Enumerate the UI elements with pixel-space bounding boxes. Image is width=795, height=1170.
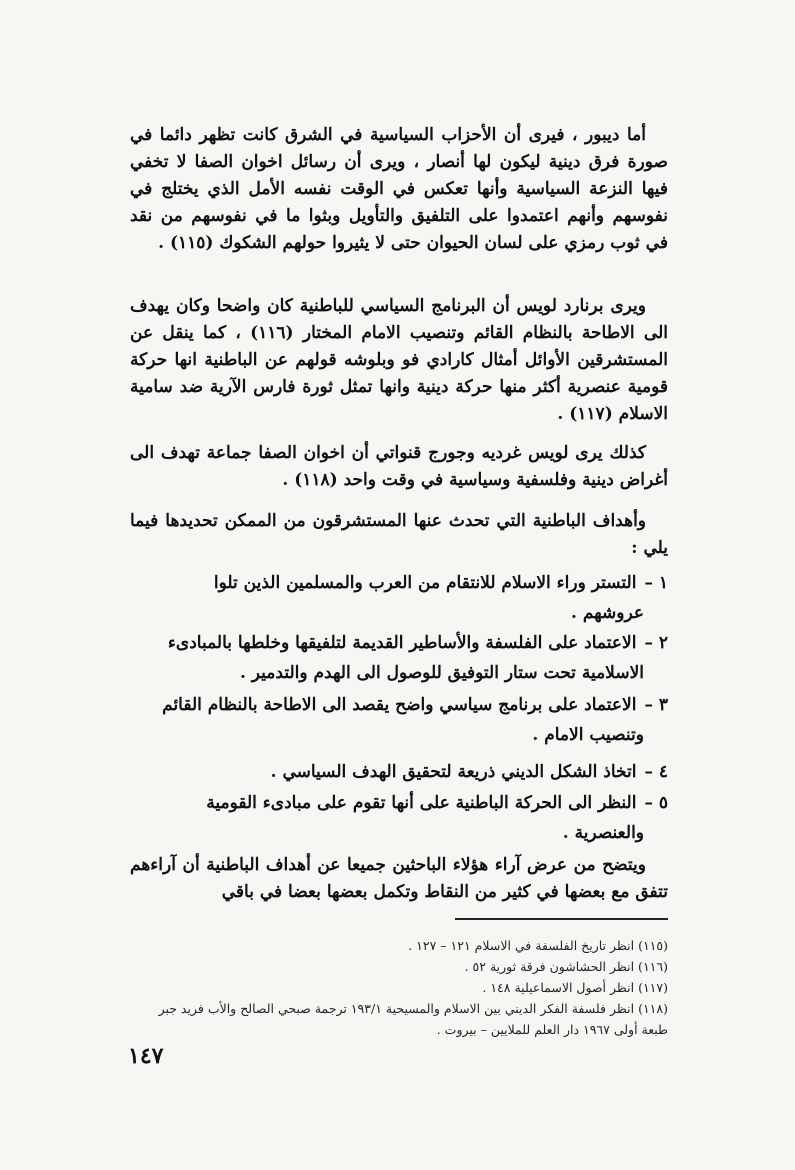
footnote: (١١٥) انظر تاريخ الفلسفة في الاسلام ١٢١ – ١٢٧ . [408, 938, 668, 953]
list-number: ٤ – [644, 762, 668, 782]
list-item [130, 628, 668, 688]
paragraph-lewis: ويرى برنارد لويس أن البرنامج السياسي للباطنية كان واضحا وكان يهدف الى الاطاحة بالنظام القائم وتنصيب الامام المختار (١١٦) ، كما ينقل عن المستشرقين الأوائل أمثال كارادي فو وبلوشه قولهم عن الباطنية انها حركة قومية عنصرية أكثر منها حركة دينية وانها تمثل ثورة فارس الآرية ضد سامية الاسلام (١١٧) . [130, 296, 668, 424]
list-item [130, 568, 668, 628]
list-text-cont: وتنصيب الامام . [532, 725, 644, 745]
list-text-cont: عروشهم . [571, 603, 644, 623]
paragraph-gardet: كذلك يرى لويس غرديه وجورج قنواتي أن اخوان الصفا جماعة تهدف الى أغراض دينية وفلسفية وسياسية في وقت واحد (١١٨) . [130, 443, 668, 490]
page-number: ١٤٧ [128, 1043, 164, 1069]
list-item [130, 788, 668, 848]
list-text: التستر وراء الاسلام للانتقام من العرب والمسلمين الذين تلوا [213, 573, 637, 593]
footnote-divider [455, 918, 668, 920]
list-number: ٥ – [644, 793, 668, 813]
list-text: الاعتماد على برنامج سياسي واضح يقصد الى الاطاحة بالنظام القائم [162, 695, 637, 715]
list-number: ٣ – [644, 695, 668, 715]
footnote: (١١٦) انظر الحشاشون فرقة ثورية ٥٢ . [464, 959, 668, 974]
footnote: (١١٨) انظر فلسفة الفكر الديني بين الاسلام والمسيحية ١٩٣/١ ترجمة صبحي الصالح والأب فريد جبر طبعة أولى ١٩٦٧ دار العلم للملايين – بيروت . [158, 1001, 668, 1037]
footnote: (١١٧) انظر أصول الاسماعيلية ١٤٨ . [482, 980, 668, 995]
list-item [130, 690, 668, 750]
paragraph-debour: أما ديبور ، فيرى أن الأحزاب السياسية في الشرق كانت تظهر دائما في صورة فرق دينية ليكون لها أنصار ، ويرى أن رسائل اخوان الصفا لا تخفي فيها النزعة السياسية وأنها تعكس في الوقت نفسه الأمل الذي يختلج في نفوسهم وأنهم اعتمدوا على التلفيق والتأويل وبثوا ما في نفوسهم من نقد في ثوب رمزي على لسان الحيوان حتى لا يثيروا حولهم الشكوك (١١٥) . [130, 125, 668, 253]
list-item [130, 757, 668, 787]
list-text-cont: والعنصرية . [562, 823, 644, 843]
list-text: الاعتماد على الفلسفة والأساطير القديمة لتلفيقها وخلطها بالمبادىء [167, 633, 637, 653]
list-number: ٢ – [644, 633, 668, 653]
paragraph-closing: ويتضح من عرض آراء هؤلاء الباحثين جميعا عن أهداف الباطنية أن آراءهم تتفق مع بعضها في كثير من النقاط وتكمل بعضها بعضا في باقي [130, 855, 668, 902]
paragraph-goals-intro: وأهداف الباطنية التي تحدث عنها المستشرقون من الممكن تحديدها فيما يلي : [130, 511, 668, 558]
list-number: ١ – [644, 573, 668, 593]
list-text: النظر الى الحركة الباطنية على أنها تقوم على مبادىء القومية [206, 793, 637, 813]
list-text-cont: الاسلامية تحت ستار التوفيق للوصول الى الهدم والتدمير . [239, 663, 644, 683]
list-text: اتخاذ الشكل الديني ذريعة لتحقيق الهدف السياسي . [270, 762, 637, 782]
